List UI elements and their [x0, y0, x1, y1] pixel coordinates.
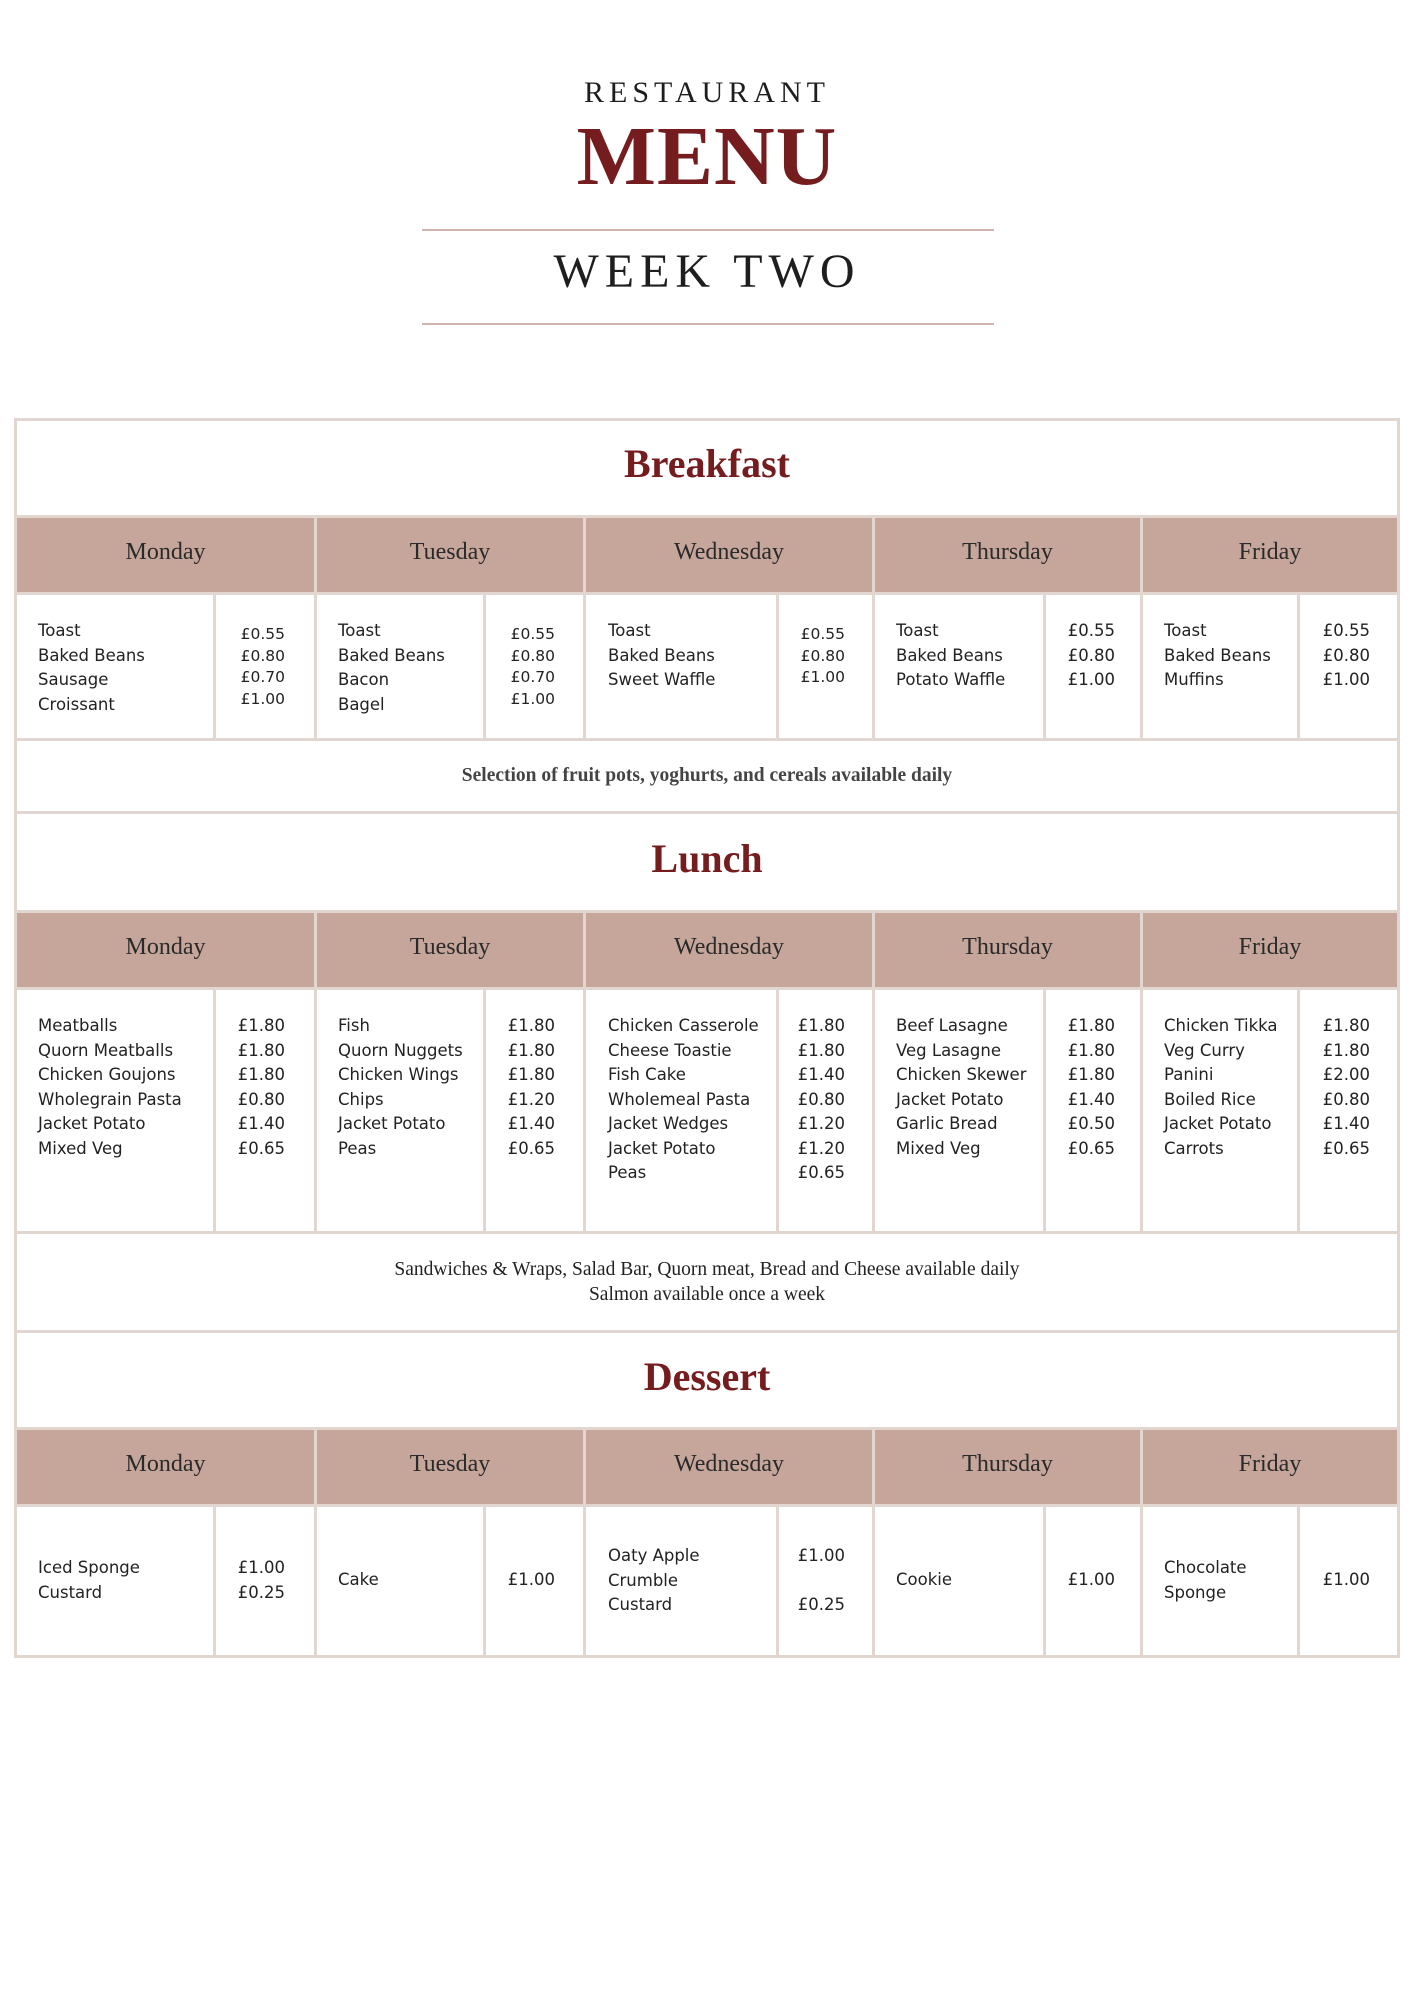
lunch-items-friday: Chicken Tikka Veg Curry Panini Boiled Rice Jacket Potato Carrots: [1164, 1016, 1278, 1158]
price-divider: [776, 1507, 779, 1655]
lunch-prices-tuesday: £1.80 £1.80 £1.80 £1.20 £1.40 £0.65: [507, 1016, 555, 1158]
divider: [14, 738, 1400, 741]
dessert-prices-monday: £1.00 £0.25: [237, 1558, 285, 1602]
lunch-day-tuesday: Tuesday: [409, 934, 491, 960]
menu-title: MENU: [576, 110, 838, 203]
lunch-day-friday: Friday: [1238, 934, 1302, 960]
price-divider: [483, 990, 486, 1231]
column-divider: [1140, 913, 1143, 1231]
dessert-day-monday: Monday: [125, 1451, 206, 1477]
breakfast-day-thursday: Thursday: [962, 539, 1053, 565]
dessert-items-friday: Chocolate Sponge: [1164, 1558, 1247, 1602]
divider: [14, 1504, 1400, 1507]
price-divider: [1297, 990, 1300, 1231]
divider: [14, 592, 1400, 595]
breakfast-day-tuesday: Tuesday: [409, 539, 491, 565]
breakfast-day-friday: Friday: [1238, 539, 1302, 565]
dessert-items-monday: Iced Sponge Custard: [38, 1558, 140, 1602]
column-divider: [872, 518, 875, 738]
dessert-day-wednesday: Wednesday: [673, 1451, 785, 1477]
lunch-prices-wednesday: £1.80 £1.80 £1.40 £0.80 £1.20 £1.20 £0.65: [797, 1016, 845, 1182]
restaurant-label: RESTAURANT: [584, 76, 830, 109]
lunch-prices-monday: £1.80 £1.80 £1.80 £0.80 £1.40 £0.65: [237, 1016, 285, 1158]
column-divider: [314, 913, 317, 1231]
price-divider: [213, 990, 216, 1231]
price-divider: [776, 990, 779, 1231]
breakfast-prices-wednesday: £0.55 £0.80 £1.00: [800, 625, 845, 686]
lunch-prices-thursday: £1.80 £1.80 £1.80 £1.40 £0.50 £0.65: [1067, 1016, 1115, 1158]
breakfast-prices-tuesday: £0.55 £0.80 £0.70 £1.00: [510, 625, 555, 708]
dessert-day-friday: Friday: [1238, 1451, 1302, 1477]
dessert-day-tuesday: Tuesday: [409, 1451, 491, 1477]
dessert-items-tuesday: Cake: [338, 1570, 379, 1589]
breakfast-items-friday: Toast Baked Beans Muffins: [1164, 621, 1271, 689]
column-divider: [583, 518, 586, 738]
breakfast-day-monday: Monday: [125, 539, 206, 565]
dessert-prices-tuesday: £1.00: [507, 1570, 555, 1589]
column-divider: [872, 1430, 875, 1655]
column-divider: [314, 1430, 317, 1655]
dessert-items-thursday: Cookie: [896, 1570, 953, 1589]
lunch-prices-friday: £1.80 £1.80 £2.00 £0.80 £1.40 £0.65: [1322, 1016, 1370, 1158]
column-divider: [1140, 1430, 1143, 1655]
column-divider: [583, 913, 586, 1231]
breakfast-note: Selection of fruit pots, yoghurts, and cereals available daily: [461, 765, 953, 786]
breakfast-title: Breakfast: [624, 441, 790, 486]
price-divider: [483, 1507, 486, 1655]
breakfast-day-wednesday: Wednesday: [673, 539, 785, 565]
lunch-items-wednesday: Chicken Casserole Cheese Toastie Fish Cake Wholemeal Pasta Jacket Wedges Jacket Potato Peas: [608, 1016, 759, 1182]
column-divider: [583, 1430, 586, 1655]
breakfast-items-thursday: Toast Baked Beans Potato Waffle: [896, 621, 1006, 689]
price-divider: [1043, 990, 1046, 1231]
breakfast-items-monday: Toast Baked Beans Sausage Croissant: [38, 621, 145, 714]
breakfast-items-tuesday: Toast Baked Beans Bacon Bagel: [338, 621, 445, 714]
breakfast-prices-monday: £0.55 £0.80 £0.70 £1.00: [240, 625, 285, 708]
dessert-title: Dessert: [643, 1354, 771, 1399]
breakfast-prices-friday: £0.55 £0.80 £1.00: [1322, 621, 1370, 689]
lunch-day-monday: Monday: [125, 934, 206, 960]
dessert-prices-thursday: £1.00: [1067, 1570, 1115, 1589]
lunch-day-thursday: Thursday: [962, 934, 1053, 960]
lunch-note-line1: Sandwiches & Wraps, Salad Bar, Quorn meat, Bread and Cheese available daily: [394, 1259, 1020, 1280]
price-divider: [1043, 595, 1046, 738]
breakfast-prices-thursday: £0.55 £0.80 £1.00: [1067, 621, 1115, 689]
price-divider: [213, 595, 216, 738]
column-divider: [314, 518, 317, 738]
header-rule-top: [422, 229, 994, 231]
price-divider: [1297, 1507, 1300, 1655]
column-divider: [872, 913, 875, 1231]
dessert-prices-friday: £1.00: [1322, 1570, 1370, 1589]
divider: [14, 1330, 1400, 1333]
price-divider: [483, 595, 486, 738]
price-divider: [1297, 595, 1300, 738]
lunch-note-line2: Salmon available once a week: [588, 1284, 826, 1305]
divider: [14, 987, 1400, 990]
divider: [14, 811, 1400, 814]
dessert-prices-wednesday: £1.00 £0.25: [797, 1546, 845, 1614]
lunch-items-monday: Meatballs Quorn Meatballs Chicken Goujons Wholegrain Pasta Jacket Potato Mixed Veg: [38, 1016, 182, 1158]
lunch-items-tuesday: Fish Quorn Nuggets Chicken Wings Chips Jacket Potato Peas: [338, 1016, 463, 1158]
price-divider: [213, 1507, 216, 1655]
dessert-items-wednesday: Oaty Apple Crumble Custard: [608, 1546, 700, 1614]
header-rule-bottom: [422, 323, 994, 325]
dessert-day-thursday: Thursday: [962, 1451, 1053, 1477]
breakfast-items-wednesday: Toast Baked Beans Sweet Waffle: [608, 621, 716, 689]
divider: [14, 1231, 1400, 1234]
week-title: WEEK TWO: [553, 245, 861, 298]
column-divider: [1140, 518, 1143, 738]
lunch-title: Lunch: [651, 836, 763, 881]
lunch-day-wednesday: Wednesday: [673, 934, 785, 960]
lunch-items-thursday: Beef Lasagne Veg Lasagne Chicken Skewer Jacket Potato Garlic Bread Mixed Veg: [896, 1016, 1027, 1158]
price-divider: [1043, 1507, 1046, 1655]
price-divider: [776, 595, 779, 738]
